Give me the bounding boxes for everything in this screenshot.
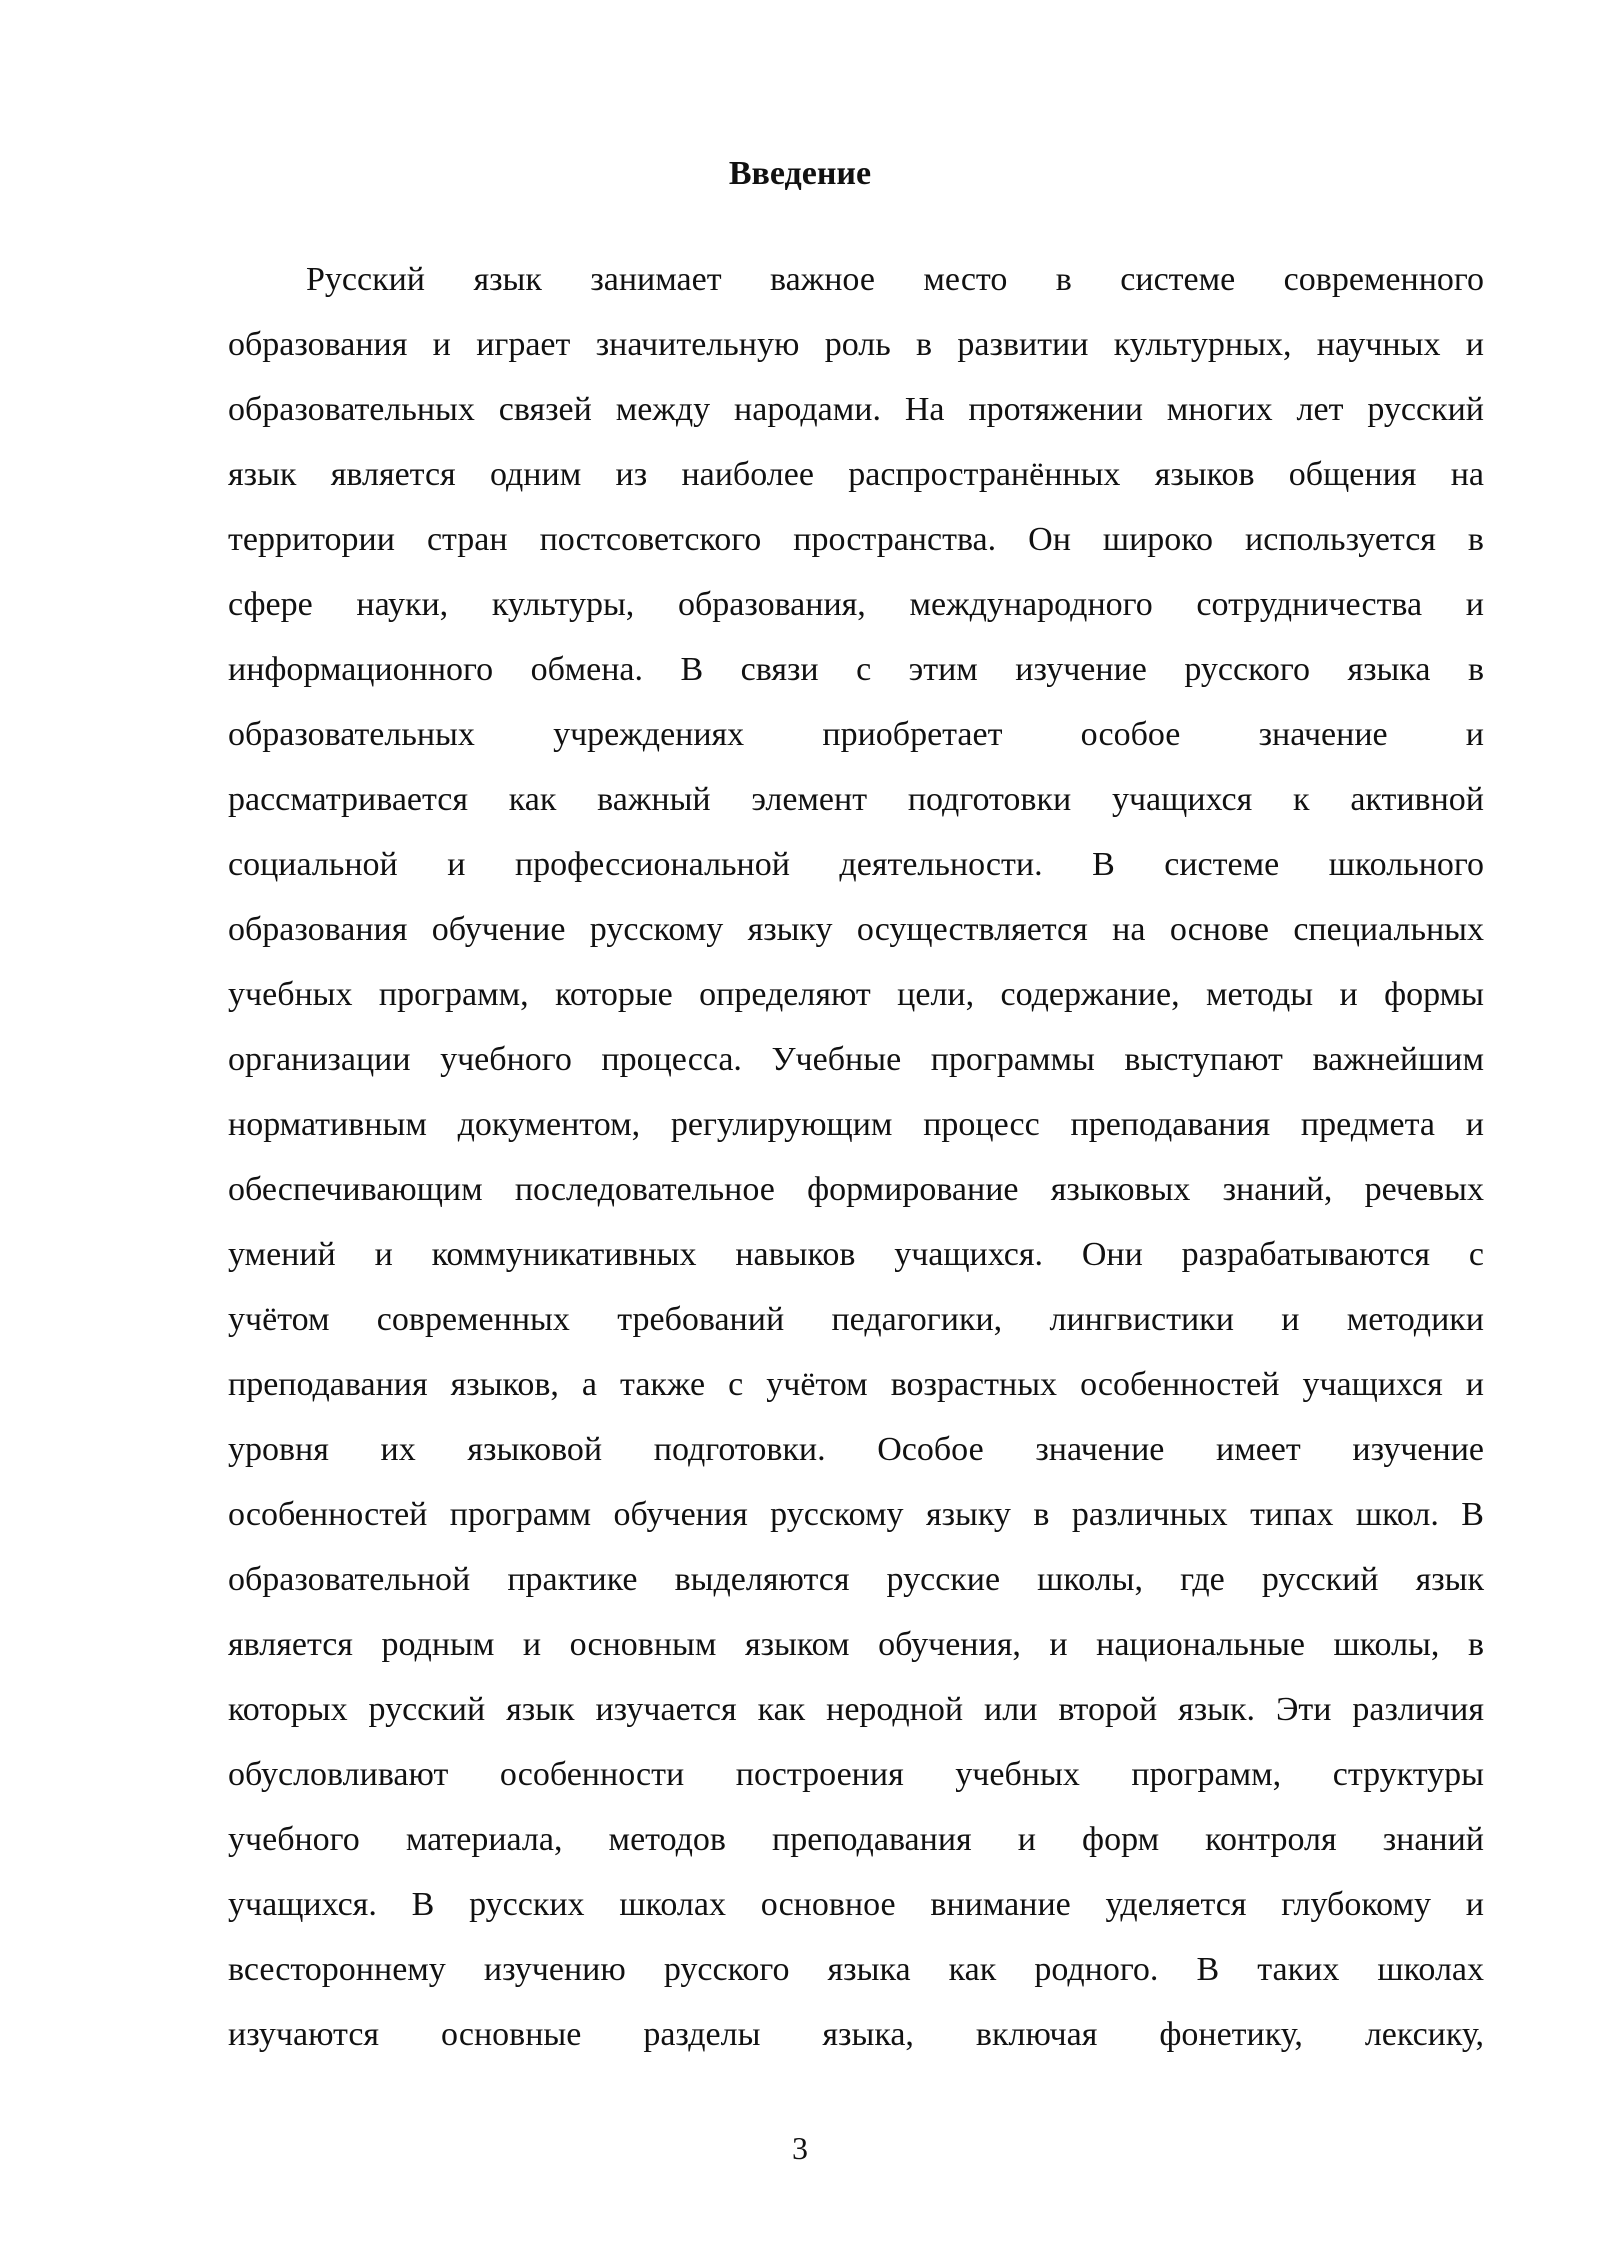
paragraph-line: язык является одним из наиболее распространённых языков общения на bbox=[228, 456, 1484, 493]
paragraph-line: учебных программ, которые определяют цели, содержание, методы и формы bbox=[228, 976, 1484, 1013]
paragraph-line: Русский язык занимает важное место в системе современного bbox=[306, 261, 1484, 298]
paragraph-line: территории стран постсоветского пространства. Он широко используется в bbox=[228, 521, 1484, 558]
paragraph-line: изучаются основные разделы языка, включая фонетику, лексику, bbox=[228, 2016, 1484, 2053]
paragraph-line: умений и коммуникативных навыков учащихся. Они разрабатываются с bbox=[228, 1236, 1484, 1273]
paragraph-line: образовательных связей между народами. На протяжении многих лет русский bbox=[228, 391, 1484, 428]
paragraph-line: образования обучение русскому языку осуществляется на основе специальных bbox=[228, 911, 1484, 948]
paragraph-line: учебного материала, методов преподавания и форм контроля знаний bbox=[228, 1821, 1484, 1858]
paragraph-line: сфере науки, культуры, образования, международного сотрудничества и bbox=[228, 586, 1484, 623]
paragraph-line: которых русский язык изучается как неродной или второй язык. Эти различия bbox=[228, 1691, 1484, 1728]
paragraph-line: обусловливают особенности построения учебных программ, структуры bbox=[228, 1756, 1484, 1793]
paragraph-line: учётом современных требований педагогики, лингвистики и методики bbox=[228, 1301, 1484, 1338]
paragraph-line: учащихся. В русских школах основное внимание уделяется глубокому и bbox=[228, 1886, 1484, 1923]
paragraph-line: социальной и профессиональной деятельности. В системе школьного bbox=[228, 846, 1484, 883]
paragraph-line: образовательной практике выделяются русские школы, где русский язык bbox=[228, 1561, 1484, 1598]
page-number: 3 bbox=[792, 2130, 808, 2166]
paragraph-line: всестороннему изучению русского языка как родного. В таких школах bbox=[228, 1951, 1484, 1988]
paragraph-line: преподавания языков, а также с учётом возрастных особенностей учащихся и bbox=[228, 1366, 1484, 1403]
body-paragraph bbox=[228, 247, 1484, 2067]
paragraph-line: образования и играет значительную роль в развитии культурных, научных и bbox=[228, 326, 1484, 363]
paragraph-line: информационного обмена. В связи с этим изучение русского языка в bbox=[228, 651, 1484, 688]
paragraph-line: нормативным документом, регулирующим процесс преподавания предмета и bbox=[228, 1106, 1484, 1143]
section-heading: Введение bbox=[728, 155, 872, 192]
paragraph-line: образовательных учреждениях приобретает особое значение и bbox=[228, 716, 1484, 753]
paragraph-line: уровня их языковой подготовки. Особое значение имеет изучение bbox=[228, 1431, 1484, 1468]
paragraph-line: обеспечивающим последовательное формирование языковых знаний, речевых bbox=[228, 1171, 1484, 1208]
paragraph-line: является родным и основным языком обучения, и национальные школы, в bbox=[228, 1626, 1484, 1663]
paragraph-line: организации учебного процесса. Учебные программы выступают важнейшим bbox=[228, 1041, 1484, 1078]
paragraph-line: особенностей программ обучения русскому языку в различных типах школ. В bbox=[228, 1496, 1484, 1533]
paragraph-line: рассматривается как важный элемент подготовки учащихся к активной bbox=[228, 781, 1484, 818]
